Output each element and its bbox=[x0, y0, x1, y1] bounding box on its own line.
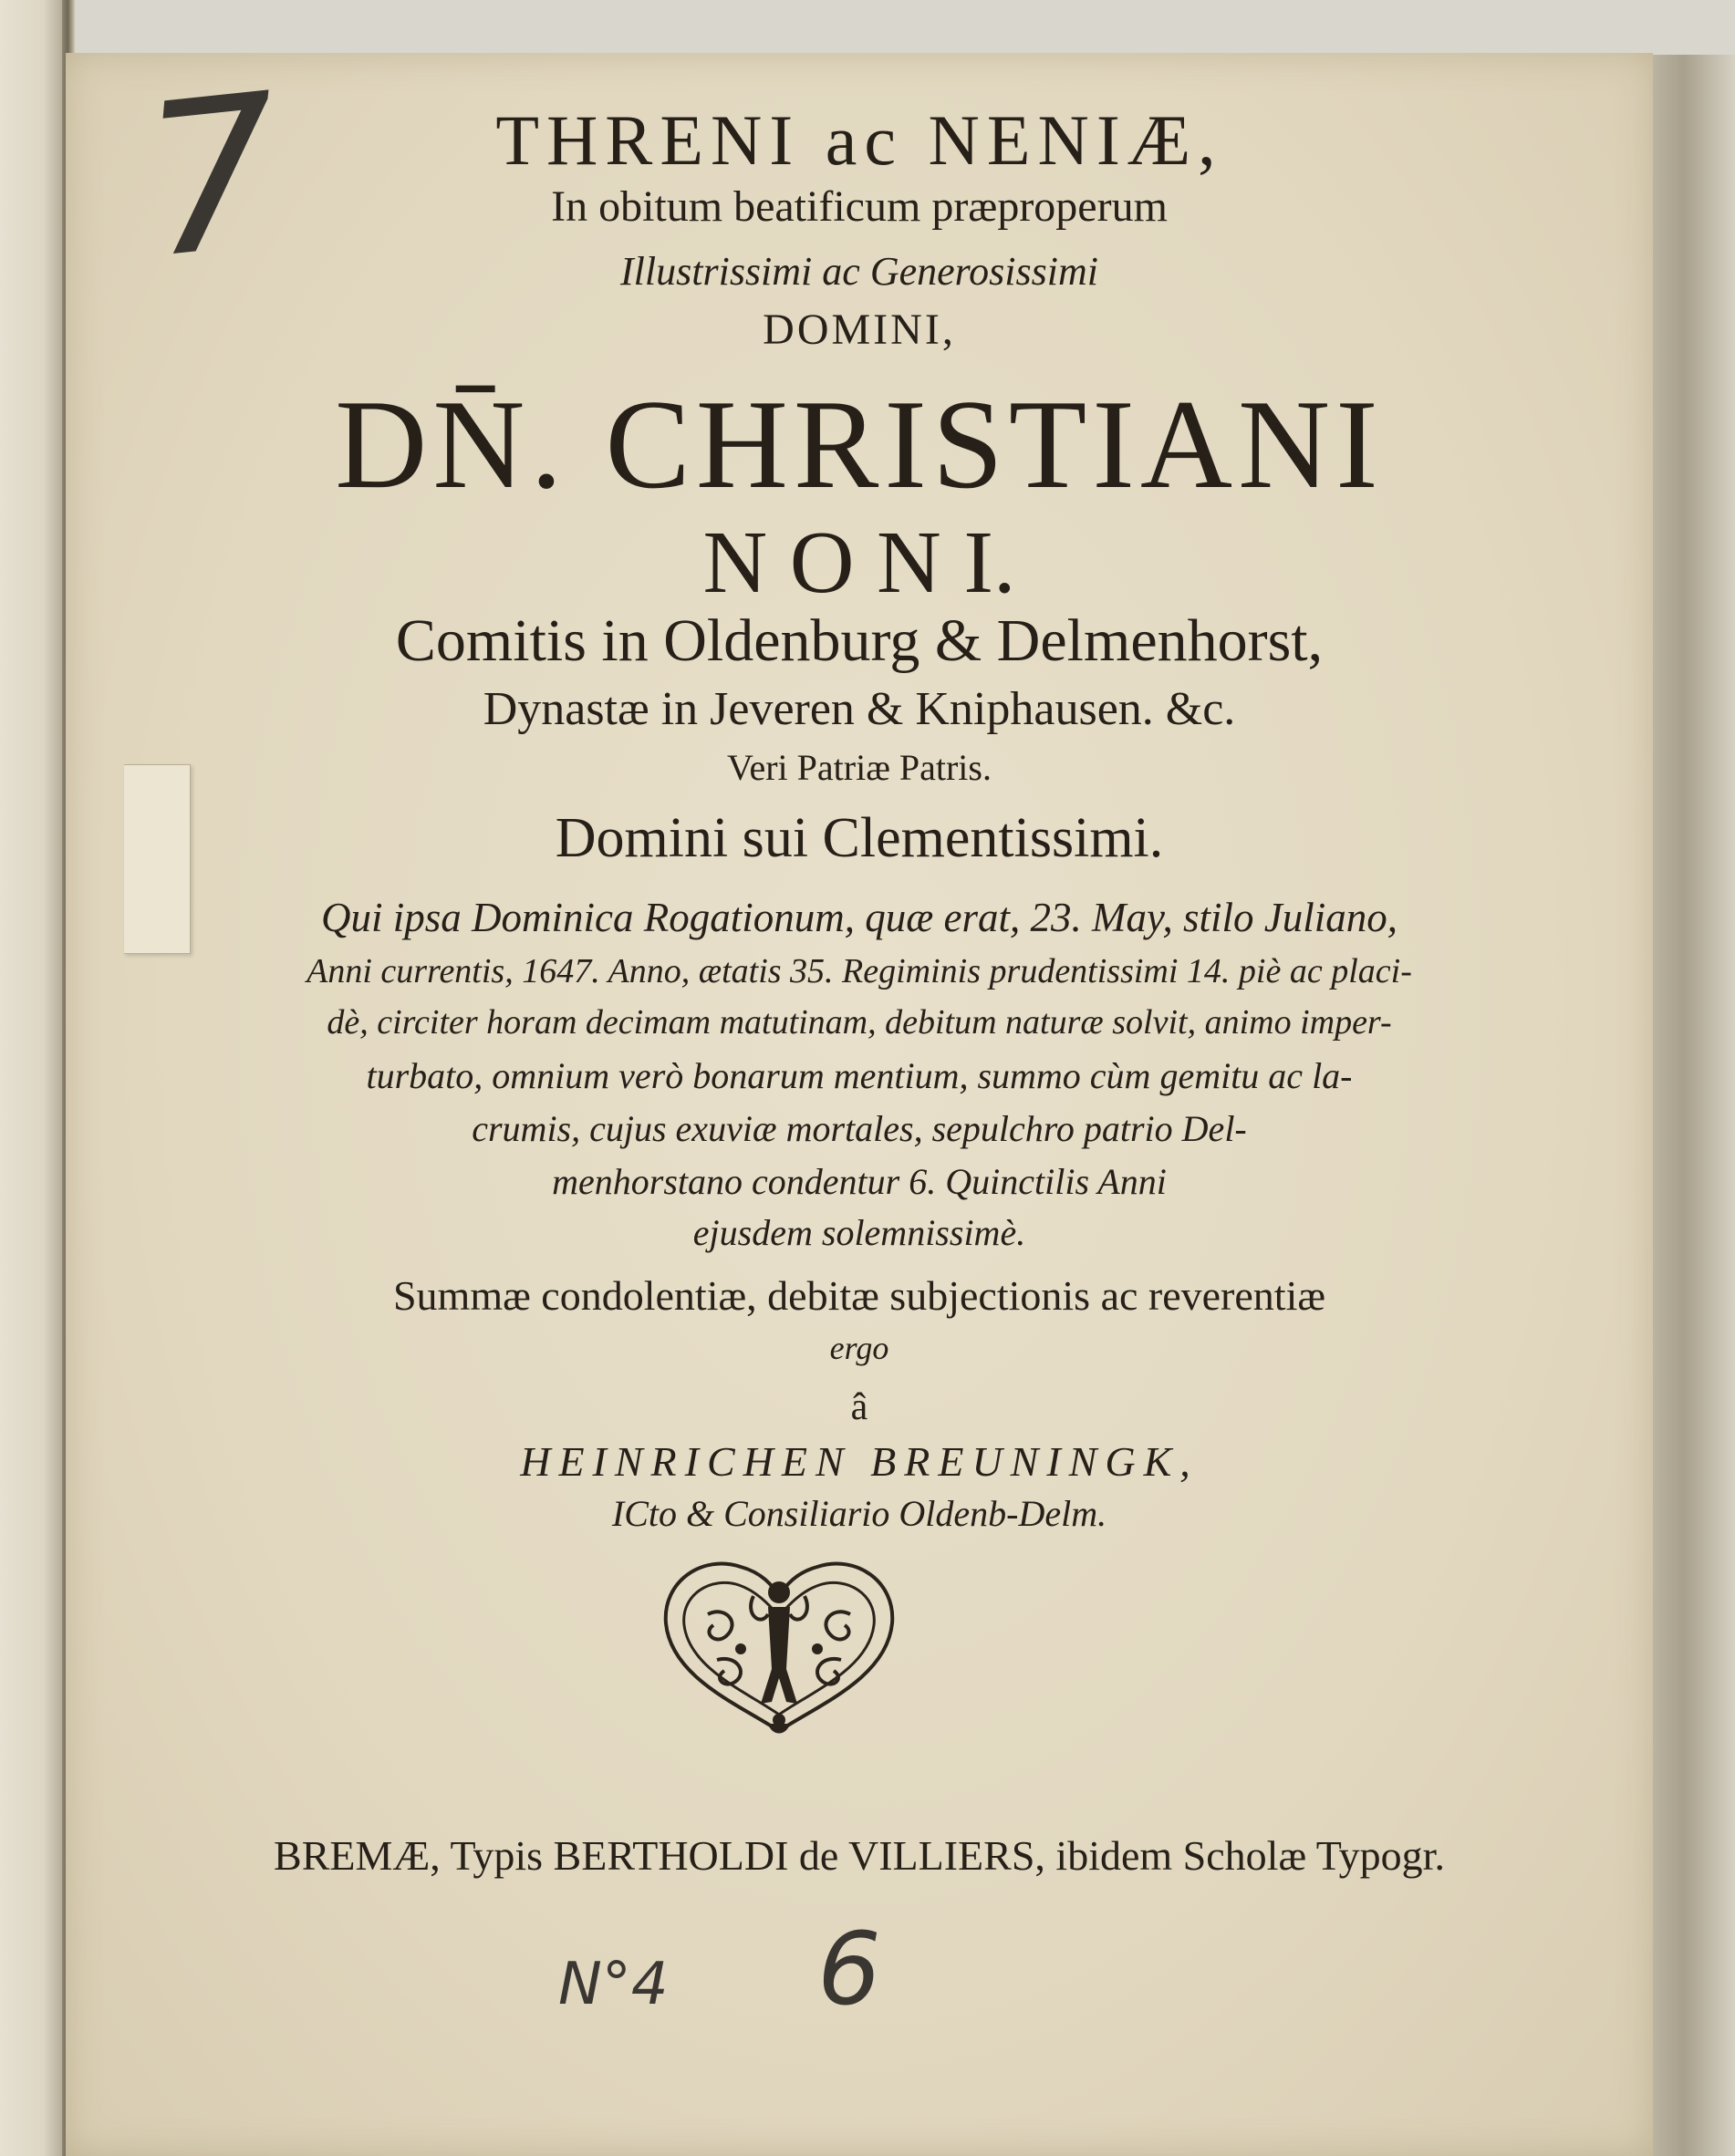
titles-domini-sui: Domini sui Clementissimi. bbox=[555, 807, 1164, 869]
body-line-6: menhorstano condentur 6. Quinctilis Anni bbox=[552, 1161, 1167, 1202]
title-line-threni: THRENI ac NENIÆ, bbox=[495, 100, 1223, 180]
dedication-a: â bbox=[850, 1386, 868, 1428]
body-line-3: dè, circiter horam decimam matutinam, debitum naturæ solvit, animo imper- bbox=[327, 1003, 1392, 1042]
title-line-noni: N O N I. bbox=[702, 513, 1016, 612]
titles-dynastae: Dynastæ in Jeveren & Kniphausen. &c. bbox=[483, 683, 1236, 735]
dedication-ergo: ergo bbox=[829, 1330, 889, 1366]
body-line-5: crumis, cujus exuviæ mortales, sepulchro patrio Del- bbox=[472, 1108, 1247, 1149]
handwritten-number-bottom-mid: 6 bbox=[817, 1911, 881, 2027]
titles-comitis: Comitis in Oldenburg & Delmenhorst, bbox=[395, 607, 1324, 674]
imprint-line: BREMÆ, Typis BERTHOLDI de VILLIERS, ibidem Scholæ Typogr. bbox=[274, 1832, 1445, 1879]
dedication-summae: Summæ condolentiæ, debitæ subjectionis ac reverentiæ bbox=[392, 1272, 1326, 1319]
title-line-illustrissimi: Illustrissimi ac Generosissimi bbox=[620, 249, 1098, 294]
body-line-2: Anni currentis, 1647. Anno, ætatis 35. Regiminis prudentissimi 14. piè ac placi- bbox=[306, 952, 1412, 990]
title-line-christiani: DN̄. CHRISTIANI bbox=[335, 374, 1384, 515]
printers-ornament bbox=[653, 1541, 905, 1742]
title-line-in-obitum: In obitum beatificum præproperum bbox=[551, 182, 1168, 231]
handwritten-number-top: 7 bbox=[133, 49, 292, 306]
body-line-4: turbato, omnium verò bonarum mentium, summo cùm gemitu ac la- bbox=[366, 1055, 1353, 1096]
titles-veri-patriae: Veri Patriæ Patris. bbox=[727, 747, 992, 788]
body-line-7: ejusdem solemnissimè. bbox=[692, 1212, 1026, 1253]
author-role: ICto & Consiliario Oldenb-Delm. bbox=[611, 1493, 1107, 1534]
handwritten-number-bottom-left: N°4 bbox=[558, 1951, 669, 2018]
facing-page-edge bbox=[0, 0, 62, 2156]
title-line-domini: DOMINI, bbox=[763, 306, 956, 354]
author-name: HEINRICHEN BREUNINGK, bbox=[520, 1438, 1199, 1485]
page-fore-edge bbox=[1649, 55, 1735, 2156]
body-line-1: Qui ipsa Dominica Rogationum, quæ erat, 23. May, stilo Juliano, bbox=[321, 895, 1397, 940]
